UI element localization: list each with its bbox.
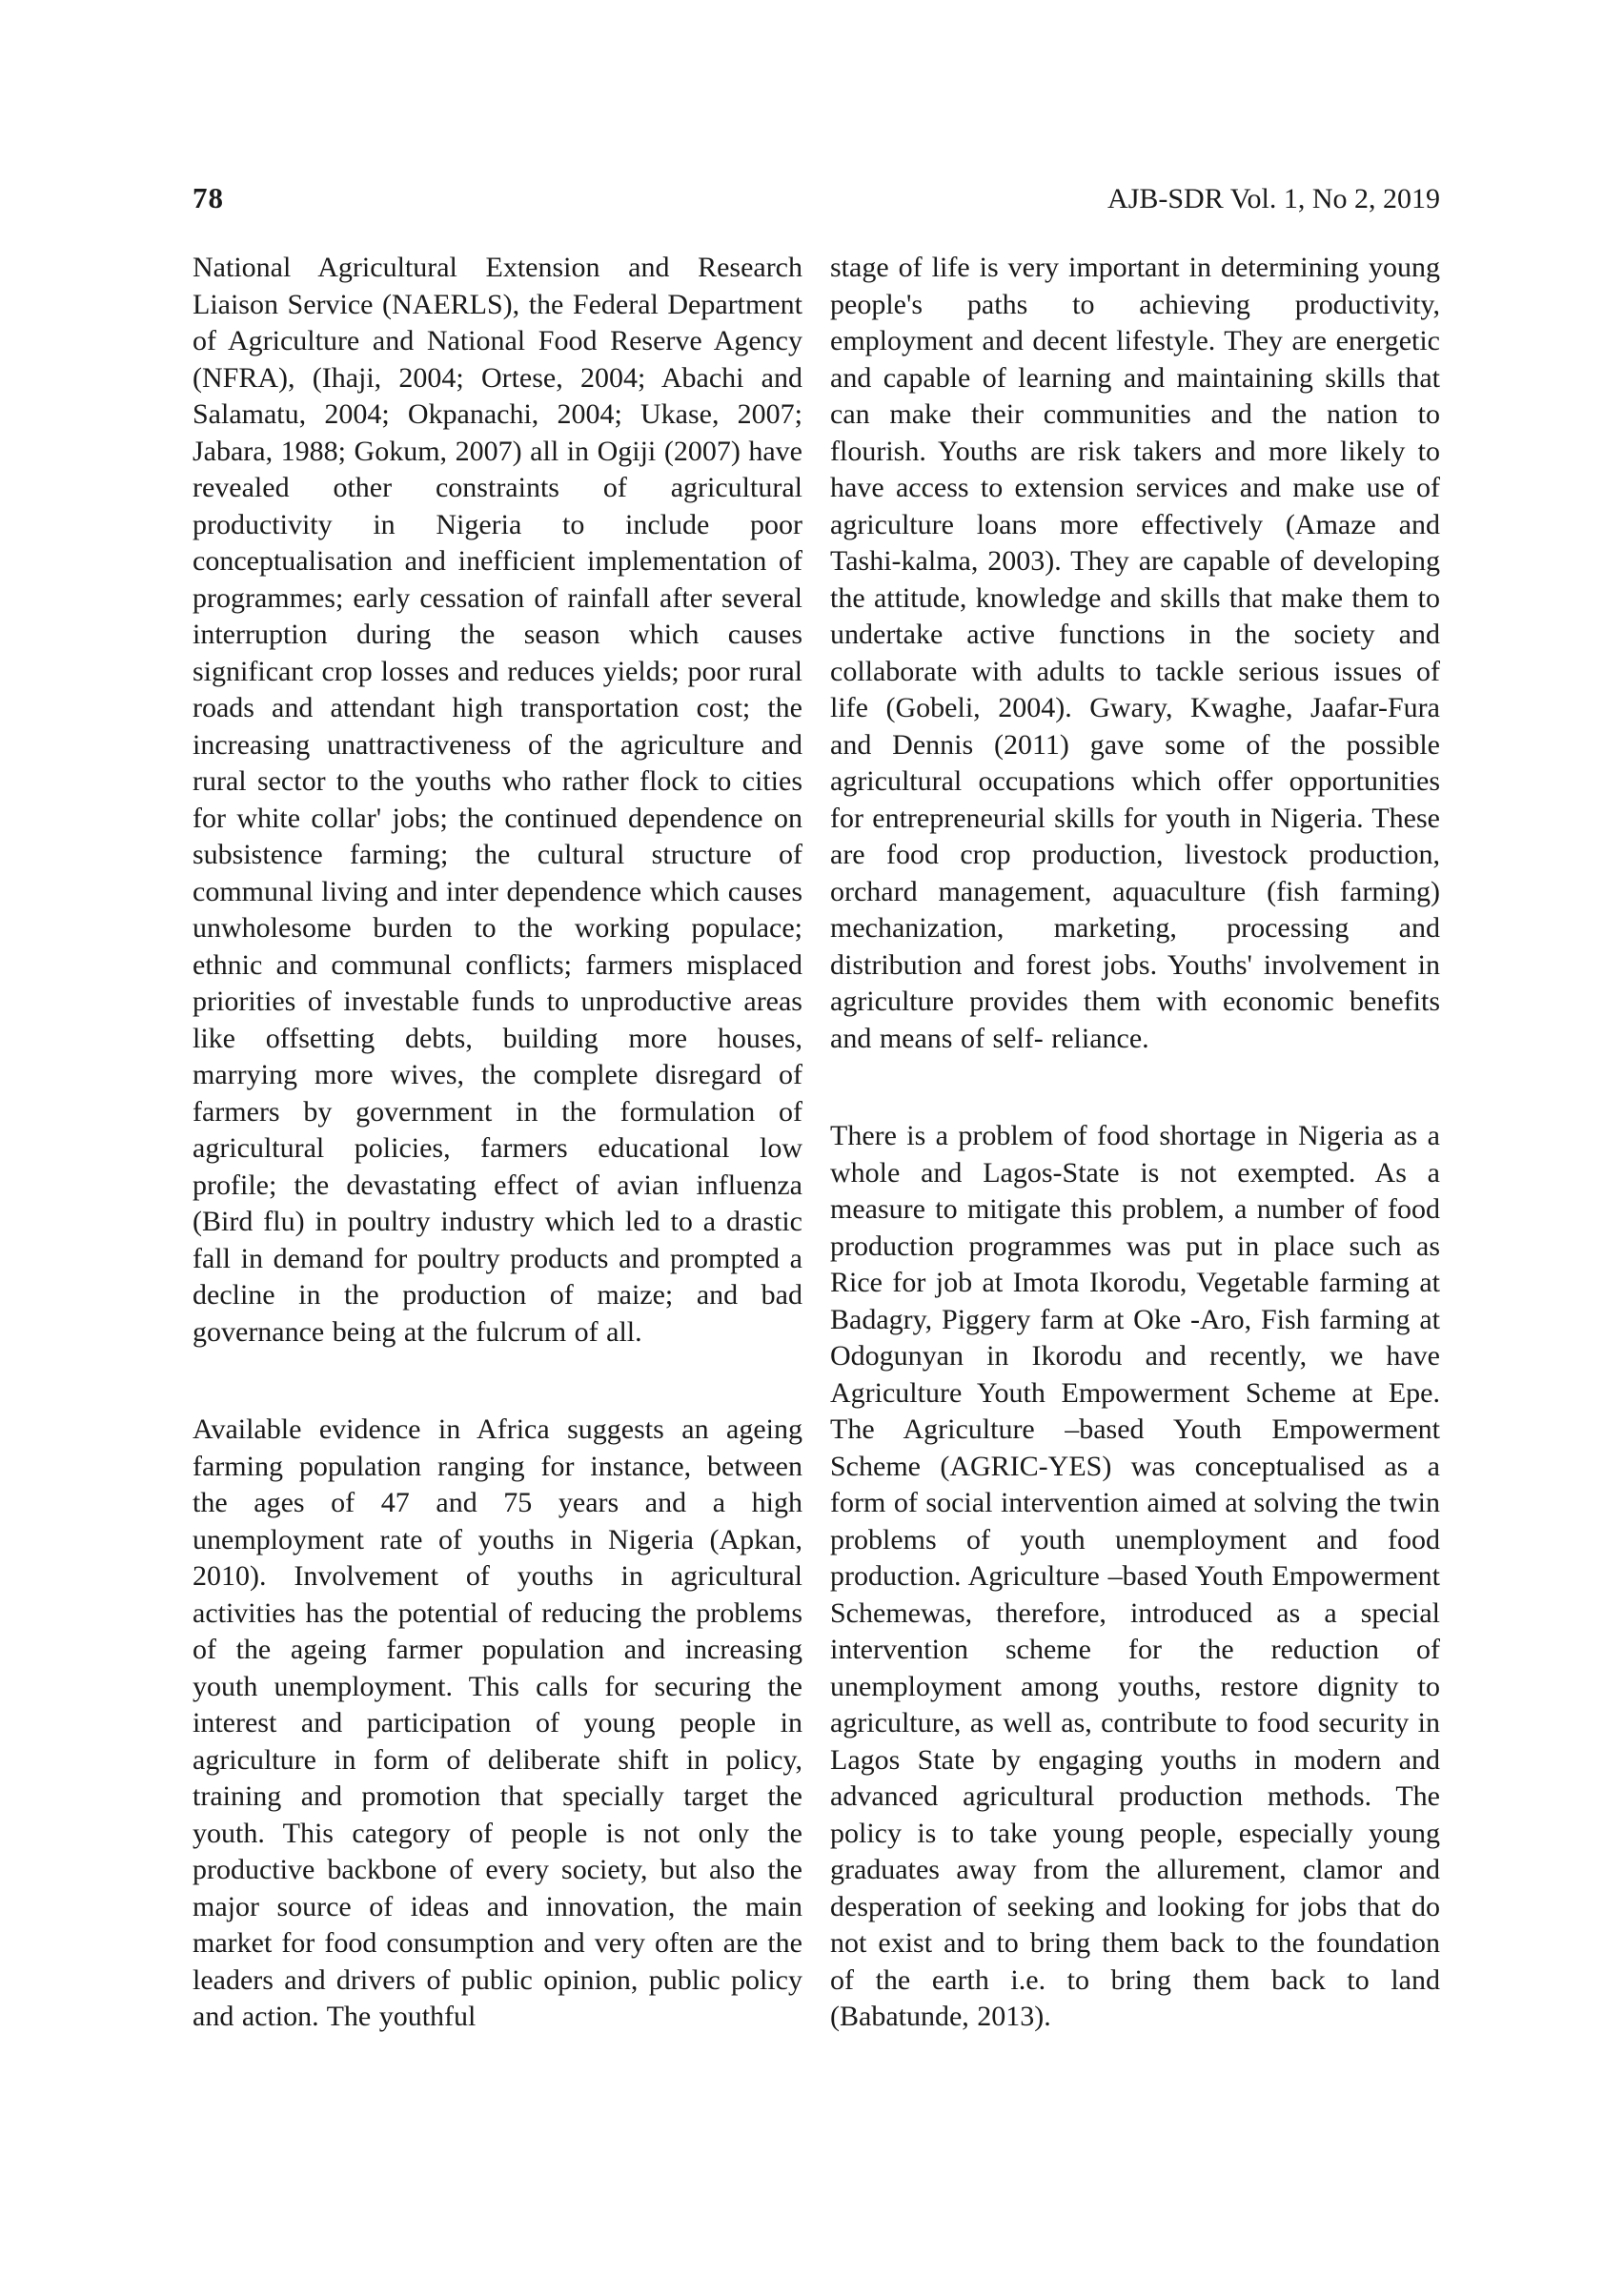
left-column <box>193 250 802 2036</box>
page-header <box>193 181 1440 215</box>
right-column <box>830 250 1440 2036</box>
left-column-paragraph-2: Available evidence in Africa suggests an ageing farming population ranging for instance, between the ages of 47 and 75 years and a high unemployment rate of youths in Nigeria (Apkan, 2010). Involvement of youths in agricultural activities has the potential of reducing the problems of the ageing farmer population and increasing youth unemployment. This calls for securing the interest and participation of young people in agriculture in form of deliberate shift in policy, training and promotion that specially target the youth. This category of people is not only the productive backbone of every society, but also the major source of ideas and innovation, the main market for food consumption and very often are the leaders and drivers of public opinion, public policy and action. The youthful <box>193 1413 802 2032</box>
left-column-paragraph-1: National Agricultural Extension and Research Liaison Service (NAERLS), the Federal Department of Agriculture and National Food Reserve Agency (NFRA), (Ihaji, 2004; Ortese, 2004; Abachi and Salamatu, 2004; Okpanachi, 2004; Ukase, 2007; Jabara, 1988; Gokum, 2007) all in Ogiji (2007) have revealed other constraints of agricultural productivity in Nigeria to include poor conceptualisation and inefficient implementation of programmes; early cessation of rainfall after several interruption during the season which causes significant crop losses and reduces yields; poor rural roads and attendant high transportation cost; the increasing unattractiveness of the agriculture and rural sector to the youths who rather flock to cities for white collar' jobs; the continued dependence on subsistence farming; the cultural structure of communal living and inter dependence which causes unwholesome burden to the working populace; ethnic and communal conflicts; farmers misplaced priorities of investable funds to unproductive areas like offsetting debts, building more houses, marrying more wives, the complete disregard of farmers by government in the formulation of agricultural policies, farmers educational low profile; the devastating effect of avian influenza (Bird flu) in poultry industry which led to a drastic fall in demand for poultry products and prompted a decline in the production of maize; and bad governance being at the fulcrum of all. <box>193 252 802 1348</box>
journal-reference: AJB-SDR Vol. 1, No 2, 2019 <box>1107 183 1440 214</box>
page-number: 78 <box>193 181 224 214</box>
article-body <box>193 250 1440 2036</box>
right-column-paragraph-1: stage of life is very important in determining young people's paths to achieving productivity, employment and decent lifestyle. They are energetic and capable of learning and maintaining skills that can make their communities and the nation to flourish. Youths are risk takers and more likely to have access to extension services and make use of agriculture loans more effectively (Amaze and Tashi-kalma, 2003). They are capable of developing the attitude, knowledge and skills that make them to undertake active functions in the society and collaborate with adults to tackle serious issues of life (Gobeli, 2004). Gwary, Kwaghe, Jaafar-Fura and Dennis (2011) gave some of the possible agricultural occupations which offer opportunities for entrepreneurial skills for youth in Nigeria. These are food crop production, livestock production, orchard management, aquaculture (fish farming) mechanization, marketing, processing and distribution and forest jobs. Youths' involvement in agriculture provides them with economic benefits and means of self- reliance. <box>830 252 1440 1054</box>
right-column-paragraph-2: There is a problem of food shortage in Nigeria as a whole and Lagos-State is not exempted. As a measure to mitigate this problem, a number of food production programmes was put in place such as Rice for job at Imota Ikorodu, Vegetable farming at Badagry, Piggery farm at Oke -Aro, Fish farming at Odogunyan in Ikorodu and recently, we have Agriculture Youth Empowerment Scheme at Epe. The Agriculture –based Youth Empowerment Scheme (AGRIC-YES) was conceptualised as a form of social intervention aimed at solving the twin problems of youth unemployment and food production. Agriculture –based Youth Empowerment Schemewas, therefore, introduced as a special intervention scheme for the reduction of unemployment among youths, restore dignity to agriculture, as well as, contribute to food security in Lagos State by engaging youths in modern and advanced agricultural production methods. The policy is to take young people, especially young graduates away from the allurement, clamor and desperation of seeking and looking for jobs that do not exist and to bring them back to the foundation of the earth i.e. to bring them back to land (Babatunde, 2013). <box>830 1120 1440 2032</box>
